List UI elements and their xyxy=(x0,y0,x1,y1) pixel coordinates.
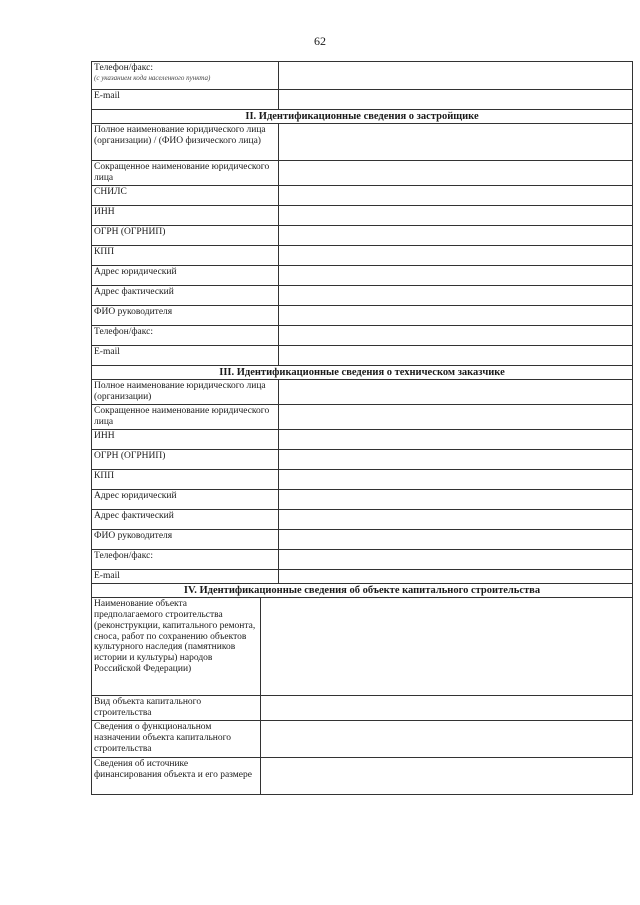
form-row xyxy=(92,469,633,489)
field-value-cell[interactable] xyxy=(279,469,633,489)
field-value-cell[interactable] xyxy=(279,404,633,429)
form-row xyxy=(92,124,633,161)
form-row xyxy=(92,185,633,205)
section-title: III. Идентификационные сведения о техническом заказчике xyxy=(92,365,633,379)
form-row xyxy=(92,509,633,529)
form-row xyxy=(92,695,633,720)
form-row xyxy=(92,549,633,569)
form-row-phone xyxy=(92,62,633,90)
page-number: 62 xyxy=(314,34,326,48)
field-label: ФИО руководителя xyxy=(92,305,279,325)
field-label: Полное наименование юридического лица (организации) xyxy=(92,379,279,404)
field-value-cell[interactable] xyxy=(261,757,633,794)
section-4-header xyxy=(92,583,633,597)
phone-note: (с указанием кода населенного пункта) xyxy=(94,73,211,82)
form-row xyxy=(92,225,633,245)
field-value-cell[interactable] xyxy=(279,449,633,469)
field-value-cell[interactable] xyxy=(279,429,633,449)
field-label: E-mail xyxy=(92,90,279,110)
field-label: ИНН xyxy=(92,205,279,225)
form-row xyxy=(92,305,633,325)
field-label: ИНН xyxy=(92,429,279,449)
field-value-cell[interactable] xyxy=(279,325,633,345)
field-value-cell[interactable] xyxy=(279,529,633,549)
phone-label: Телефон/факс: xyxy=(94,63,153,73)
form-row xyxy=(92,489,633,509)
form-row xyxy=(92,429,633,449)
form-row xyxy=(92,205,633,225)
field-label: Наименование объекта предполагаемого строительства (реконструкции, капитального ремонта, сноса, работ по сохранению объектов культурного наследия (памятников истории и культуры) народов Российской Федерации) xyxy=(92,597,261,695)
field-value-cell[interactable] xyxy=(279,161,633,186)
field-label: Адрес фактический xyxy=(92,285,279,305)
field-label xyxy=(92,62,279,90)
field-label: ОГРН (ОГРНИП) xyxy=(92,225,279,245)
field-value-cell[interactable] xyxy=(261,597,633,695)
field-value-cell[interactable] xyxy=(279,509,633,529)
field-label: ОГРН (ОГРНИП) xyxy=(92,449,279,469)
field-value-cell[interactable] xyxy=(279,569,633,583)
form-row xyxy=(92,265,633,285)
section-3-header xyxy=(92,365,633,379)
field-label: ФИО руководителя xyxy=(92,529,279,549)
field-label: Сведения о функциональном назначении объекта капитального строительства xyxy=(92,720,261,757)
form-row xyxy=(92,569,633,583)
form-row xyxy=(92,449,633,469)
form-row xyxy=(92,404,633,429)
form-row-email xyxy=(92,90,633,110)
field-value-cell[interactable] xyxy=(279,549,633,569)
field-label: Сокращенное наименование юридического лица xyxy=(92,404,279,429)
field-label: Адрес фактический xyxy=(92,509,279,529)
form-row xyxy=(92,720,633,757)
field-label: Сведения об источнике финансирования объекта и его размере xyxy=(92,757,261,794)
field-value-cell[interactable] xyxy=(279,124,633,161)
field-label: Полное наименование юридического лица (организации) / (ФИО физического лица) xyxy=(92,124,279,161)
form-row xyxy=(92,379,633,404)
field-value-cell[interactable] xyxy=(279,285,633,305)
field-label: Телефон/факс: xyxy=(92,325,279,345)
field-value-cell[interactable] xyxy=(279,345,633,365)
section-title: IV. Идентификационные сведения об объекте капитального строительства xyxy=(92,583,633,597)
field-value-cell[interactable] xyxy=(261,695,633,720)
field-label: E-mail xyxy=(92,345,279,365)
field-value-cell[interactable] xyxy=(279,245,633,265)
field-label: Адрес юридический xyxy=(92,489,279,509)
field-label: Сокращенное наименование юридического лица xyxy=(92,161,279,186)
form-row xyxy=(92,529,633,549)
field-value-cell[interactable] xyxy=(279,379,633,404)
field-label: Вид объекта капитального строительства xyxy=(92,695,261,720)
field-value-cell[interactable] xyxy=(279,225,633,245)
field-value-cell[interactable] xyxy=(261,720,633,757)
field-label: КПП xyxy=(92,245,279,265)
field-label: Телефон/факс: xyxy=(92,549,279,569)
section-2-header xyxy=(92,110,633,124)
form-row xyxy=(92,161,633,186)
field-value-cell[interactable] xyxy=(279,185,633,205)
field-label: КПП xyxy=(92,469,279,489)
field-value-cell[interactable] xyxy=(279,265,633,285)
form-row xyxy=(92,345,633,365)
form-row xyxy=(92,597,633,695)
section-title: II. Идентификационные сведения о застройщике xyxy=(92,110,633,124)
field-label: СНИЛС xyxy=(92,185,279,205)
form-row xyxy=(92,757,633,794)
phone-value-cell[interactable] xyxy=(279,62,633,90)
field-value-cell[interactable] xyxy=(279,489,633,509)
field-label: E-mail xyxy=(92,569,279,583)
form-row xyxy=(92,325,633,345)
form-row xyxy=(92,285,633,305)
email-value-cell[interactable] xyxy=(279,90,633,110)
form-row xyxy=(92,245,633,265)
field-value-cell[interactable] xyxy=(279,305,633,325)
application-form-table xyxy=(91,61,633,795)
field-value-cell[interactable] xyxy=(279,205,633,225)
field-label: Адрес юридический xyxy=(92,265,279,285)
